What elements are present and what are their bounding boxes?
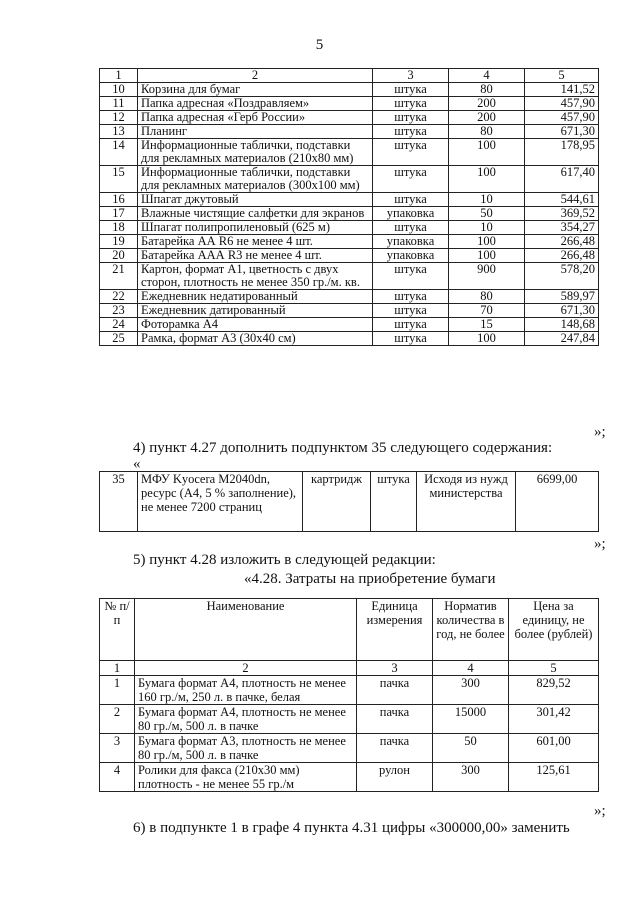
row-name: Ролики для факса (210x30 мм) плотность - не менее 55 гр./м: [135, 763, 357, 792]
row-price: 247,84: [525, 332, 599, 346]
table-row: [100, 83, 599, 97]
row-qty: 50: [433, 734, 509, 763]
row-price: 671,30: [525, 304, 599, 318]
paper-table: [99, 598, 599, 792]
row-unit: пачка: [357, 676, 433, 705]
colnum: 5: [525, 69, 599, 83]
row-qty: 70: [449, 304, 525, 318]
section-heading: «4.28. Затраты на приобретение бумаги: [244, 571, 496, 587]
colnum: 4: [449, 69, 525, 83]
table-row: [100, 139, 599, 166]
row-price: 457,90: [525, 111, 599, 125]
row-unit: штука: [373, 290, 449, 304]
row-num: 11: [100, 97, 138, 111]
header-price: Цена за единицу, не более (рублей): [509, 599, 599, 661]
table-row: [100, 472, 599, 532]
table-header-row: [100, 599, 599, 661]
row-unit: штука: [373, 318, 449, 332]
row-num: 24: [100, 318, 138, 332]
row-price: 671,30: [525, 125, 599, 139]
row-name: Корзина для бумаг: [138, 83, 373, 97]
row-num: 23: [100, 304, 138, 318]
row-unit: штука: [373, 166, 449, 193]
table-row: [100, 318, 599, 332]
row-qty: 100: [449, 166, 525, 193]
row-name: Ежедневник недатированный: [138, 290, 373, 304]
row-num: 1: [100, 676, 135, 705]
table-header-row: [100, 69, 599, 83]
close-quote-2: »;: [594, 536, 606, 552]
close-quote-1: »;: [594, 424, 606, 440]
colnum: 5: [509, 661, 599, 676]
row-price: 617,40: [525, 166, 599, 193]
row-unit: упаковка: [373, 207, 449, 221]
paragraph-6: 6) в подпункте 1 в графе 4 пункта 4.31 цифры «300000,00» заменить: [133, 820, 570, 836]
row-name: Информационные таблички, подставки для рекламных материалов (300x100 мм): [138, 166, 373, 193]
row-num: 21: [100, 263, 138, 290]
row-unit: штука: [373, 332, 449, 346]
row-name: Фоторамка А4: [138, 318, 373, 332]
header-qty: Норматив количества в год, не более: [433, 599, 509, 661]
row-item: картридж: [303, 472, 371, 532]
row-name: Бумага формат А3, плотность не менее 80 гр./м, 500 л. в пачке: [135, 734, 357, 763]
row-unit: штука: [373, 125, 449, 139]
row-num: 22: [100, 290, 138, 304]
row-num: 16: [100, 193, 138, 207]
row-name: Картон, формат А1, цветность с двух сторон, плотность не менее 350 гр./м. кв.: [138, 263, 373, 290]
row-price: 457,90: [525, 97, 599, 111]
header-unit: Единица измерения: [357, 599, 433, 661]
row-qty: 15000: [433, 705, 509, 734]
row-price: 578,20: [525, 263, 599, 290]
row-unit: штука: [373, 83, 449, 97]
row-unit: штука: [373, 111, 449, 125]
row-name: Батарейка ААА R3 не менее 4 шт.: [138, 249, 373, 263]
row-name: Рамка, формат А3 (30x40 см): [138, 332, 373, 346]
row-unit: штука: [373, 263, 449, 290]
table-row: [100, 676, 599, 705]
row-unit: штука: [373, 304, 449, 318]
row-qty: Исходя из нужд министерства: [417, 472, 516, 532]
row-price: 354,27: [525, 221, 599, 235]
row-price: 148,68: [525, 318, 599, 332]
table-row: [100, 763, 599, 792]
row-num: 3: [100, 734, 135, 763]
row-name: Планинг: [138, 125, 373, 139]
table-row: [100, 221, 599, 235]
row-qty: 15: [449, 318, 525, 332]
row-qty: 10: [449, 193, 525, 207]
table-row: [100, 111, 599, 125]
row-price: 829,52: [509, 676, 599, 705]
table-row: [100, 97, 599, 111]
row-num: 18: [100, 221, 138, 235]
table-row: [100, 207, 599, 221]
open-quote-2: «: [133, 456, 141, 472]
row-price: 544,61: [525, 193, 599, 207]
table-row: [100, 290, 599, 304]
row-qty: 80: [449, 125, 525, 139]
row-name: Шпагат джутовый: [138, 193, 373, 207]
row-qty: 100: [449, 139, 525, 166]
row-price: 266,48: [525, 249, 599, 263]
row-unit: штука: [373, 139, 449, 166]
row-num: 10: [100, 83, 138, 97]
row-name: Ежедневник датированный: [138, 304, 373, 318]
row-price: 589,97: [525, 290, 599, 304]
row-name: Батарейка АА R6 не менее 4 шт.: [138, 235, 373, 249]
row-unit: штука: [373, 221, 449, 235]
header-name: Наименование: [135, 599, 357, 661]
row-num: 13: [100, 125, 138, 139]
table-row: [100, 249, 599, 263]
row-unit: рулон: [357, 763, 433, 792]
paragraph-4: 4) пункт 4.27 дополнить подпунктом 35 следующего содержания:: [133, 440, 553, 456]
colnum: 3: [357, 661, 433, 676]
colnum: 2: [138, 69, 373, 83]
row-unit: упаковка: [373, 235, 449, 249]
row-name: Информационные таблички, подставки для рекламных материалов (210x80 мм): [138, 139, 373, 166]
row-qty: 300: [433, 676, 509, 705]
table-row: [100, 332, 599, 346]
table-row: [100, 734, 599, 763]
row-price: 6699,00: [516, 472, 599, 532]
table-row: [100, 193, 599, 207]
row-qty: 200: [449, 111, 525, 125]
row-price: 301,42: [509, 705, 599, 734]
close-quote-3: »;: [594, 803, 606, 819]
row-num: 2: [100, 705, 135, 734]
row-num: 25: [100, 332, 138, 346]
row-name: Влажные чистящие салфетки для экранов: [138, 207, 373, 221]
row-price: 178,95: [525, 139, 599, 166]
row-num: 19: [100, 235, 138, 249]
row-qty: 80: [449, 290, 525, 304]
row-name: МФУ Kyocera M2040dn, ресурс (А4, 5 % заполнение), не менее 7200 страниц: [138, 472, 303, 532]
row-unit: упаковка: [373, 249, 449, 263]
row-qty: 100: [449, 332, 525, 346]
row-name: Папка адресная «Герб России»: [138, 111, 373, 125]
row-name: Бумага формат А4, плотность не менее 80 гр./м, 500 л. в пачке: [135, 705, 357, 734]
row-unit: пачка: [357, 734, 433, 763]
table-row: [100, 304, 599, 318]
row-unit: штука: [371, 472, 417, 532]
row-qty: 80: [449, 83, 525, 97]
row-price: 141,52: [525, 83, 599, 97]
row-num: 14: [100, 139, 138, 166]
colnum: 2: [135, 661, 357, 676]
row-num: 17: [100, 207, 138, 221]
colnum: 3: [373, 69, 449, 83]
row-unit: штука: [373, 97, 449, 111]
supplies-table: [99, 68, 599, 346]
row-name: Папка адресная «Поздравляем»: [138, 97, 373, 111]
colnum: 1: [100, 69, 138, 83]
colnum: 4: [433, 661, 509, 676]
mfu-table: [99, 471, 599, 532]
row-price: 369,52: [525, 207, 599, 221]
table-row: [100, 166, 599, 193]
colnum: 1: [100, 661, 135, 676]
row-qty: 50: [449, 207, 525, 221]
header-num: № п/п: [100, 599, 135, 661]
row-name: Шпагат полипропиленовый (625 м): [138, 221, 373, 235]
row-qty: 300: [433, 763, 509, 792]
table-row: [100, 125, 599, 139]
row-qty: 900: [449, 263, 525, 290]
row-num: 15: [100, 166, 138, 193]
row-price: 266,48: [525, 235, 599, 249]
row-qty: 200: [449, 97, 525, 111]
row-num: 35: [100, 472, 138, 532]
row-unit: пачка: [357, 705, 433, 734]
colnum-row: [100, 661, 599, 676]
row-qty: 100: [449, 235, 525, 249]
row-num: 4: [100, 763, 135, 792]
row-qty: 10: [449, 221, 525, 235]
row-num: 20: [100, 249, 138, 263]
paragraph-5: 5) пункт 4.28 изложить в следующей редакции:: [133, 552, 436, 568]
table-row: [100, 235, 599, 249]
table-row: [100, 705, 599, 734]
row-num: 12: [100, 111, 138, 125]
row-price: 125,61: [509, 763, 599, 792]
row-name: Бумага формат А4, плотность не менее 160 гр./м, 250 л. в пачке, белая: [135, 676, 357, 705]
page-number: 5: [315, 37, 324, 53]
row-price: 601,00: [509, 734, 599, 763]
table-row: [100, 263, 599, 290]
row-qty: 100: [449, 249, 525, 263]
row-unit: штука: [373, 193, 449, 207]
